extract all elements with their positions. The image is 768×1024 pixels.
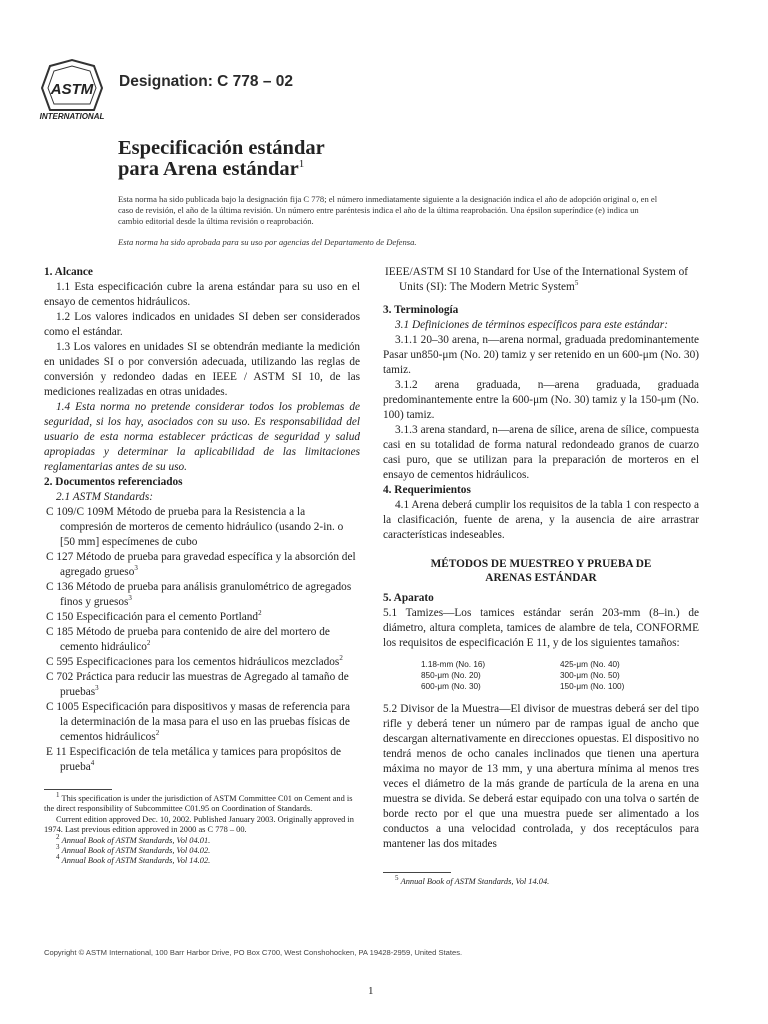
section-2-heading: 2. Documentos referenciados (44, 476, 183, 488)
reference-list (44, 505, 360, 775)
section-5-heading: 5. Aparato (383, 592, 434, 604)
footnote-rule-right (383, 872, 451, 873)
logo-text-bottom: INTERNATIONAL (39, 112, 105, 121)
para-4-1: 4.1 Arena deberá cumplir los requisitos de la tabla 1 con respecto a la clasificación, fuente de arena, y la ausencia de aire arrastrar características indeseables. (383, 499, 699, 541)
ieee-footnote-mark: 5 (574, 279, 579, 288)
title-footnote-mark: 1 (298, 158, 305, 171)
page-number: 1 (368, 985, 374, 997)
section-1-heading: 1. Alcance (44, 266, 93, 278)
para-5-2: 5.2 Divisor de la Muestra—El divisor de muestras deberá ser del tipo rifle y deberá tener un número par de rampas igual de ancho que descargan alternativamente en direcciones opuestas. El dispositivo no tendrá menos de ocho canales inclinados que tienen una apertura máxima no mayor de 13 mm, y una abertura mínima al menos tres veces el diámetro de la más grande de partícula de la arena en una muestra se divida. Se deberá estar equipado con una tolva o sartén de borde recto por el que una muestra puede ser alimentado a los conductos a una velocidad controlada, y dos receptáculos para mantener las dos mitades (383, 703, 699, 850)
footnote-item: Current edition approved Dec. 10, 2002. Published January 2003. Originally approved in 1974. Last previous edition approved in 2000 as C 778 – 00. (44, 814, 354, 835)
footnote-item: $^2$ Annual Book of ASTM Standards, Vol 04.01. (56, 832, 211, 845)
intro-note: Esta norma ha sido aprobada para su uso por agencias del Departamento de Defensa. (118, 237, 417, 247)
methods-heading-line-2: ARENAS ESTÁNDAR (485, 572, 597, 584)
logo-text-top: ASTM (50, 81, 94, 98)
para-1-2: 1.2 Los valores indicados en unidades SI deben ser considerados como el estándar. (44, 311, 360, 338)
reference-item: C 136 Método de prueba para análisis granulométrico de agregados finos y gruesos$^3$ (46, 581, 352, 608)
intro-paragraph: Esta norma ha sido publicada bajo la designación fija C 778; el número inmediatamente siguiente a la designación indica el año de adopción original o, en el caso de revisión, el año de la última revisión. Un número entre paréntesis indica el año de la última reaprobación. Una épsilon superíndice (e) indica un cambio editorial desde la última revisión o reaprobación. (118, 194, 658, 226)
sieve-size-table (383, 659, 699, 692)
left-column (44, 265, 360, 867)
astm-logo (36, 58, 108, 122)
methods-heading (383, 557, 699, 585)
footnote-item: $^4$ Annual Book of ASTM Standards, Vol 14.02. (56, 853, 211, 866)
footnote-rule (44, 789, 112, 790)
para-5-1: 5.1 Tamizes—Los tamices estándar serán 203-mm (8–in.) de diámetro, altura completa, tamices de alambre de tela, CONFORME los requisitos de especificación E 11, y de los siguientes tamaños: (383, 607, 699, 649)
section-3-heading: 3. Terminología (383, 304, 459, 316)
right-column (383, 265, 699, 887)
para-1-1: 1.1 Esta especificación cubre la arena estándar para su uso en el ensayo de cementos hidráulicos. (44, 281, 360, 308)
para-1-4: 1.4 Esta norma no pretende considerar todos los problemas de seguridad, si los hay, asociados con su uso. Es responsabilidad del usuario de esta norma establecer prácticas de seguridad y salud apropiadas y determinar la aplicabilidad de las limitaciones reglamentarias antes de su uso. (44, 401, 360, 473)
sieve-size: 1.18-mm (No. 16) (421, 660, 486, 669)
sieve-size: 425-μm (No. 40) (560, 660, 620, 669)
para-2-1: 2.1 ASTM Standards: (56, 491, 153, 503)
ieee-reference: IEEE/ASTM SI 10 Standard for Use of the International System of Units (SI): The Modern Metric System$^5$ (385, 266, 689, 293)
section-4-heading: 4. Requerimientos (383, 484, 471, 496)
para-3-1-1: 3.1.1 20–30 arena, n—arena normal, graduada predominantemente Pasar un850-μm (No. 20) tamiz y ser retenido en un 600-μm (No. 30) tamiz. (383, 334, 699, 376)
para-3-1: 3.1 Definiciones de términos específicos para este estándar: (395, 319, 668, 331)
footnote-item: $^3$ Annual Book of ASTM Standards, Vol 04.02. (56, 843, 211, 856)
para-3-1-2: 3.1.2 arena graduada, n—arena graduada, graduada predominantemente entre la 600-μm (No. 30) tamiz y la 150-μm (No. 100) tamiz. (383, 379, 699, 421)
designation: Designation: C 778 – 02 (119, 73, 294, 90)
para-1-3: 1.3 Los valores en unidades SI se obtendrán mediante la medición en unidades SI o por conversión adecuada, utilizando las reglas de conversión y redondeo dadas en IEEE / ASTM SI 10, de las mediciones realizadas en otras unidades. (44, 341, 360, 398)
title-line-2: para Arena estándar$^1$ (118, 158, 305, 180)
reference-item: C 702 Práctica para reducir las muestras de Agregado al tamaño de pruebas$^3$ (46, 671, 349, 698)
footnote-item: $^1$ This specification is under the jurisdiction of ASTM Committee C01 on Cement and is the direct responsibility of Subcommittee C01.95 on Coordination of Standards. (44, 791, 353, 814)
reference-item: C 1005 Especificación para dispositivos y masas de referencia para la determinación de la masa para el uso en las pruebas físicas de cementos hidráulicos$^2$ (46, 701, 350, 743)
intro (118, 194, 658, 248)
methods-heading-line-1: MÉTODOS DE MUESTREO Y PRUEBA DE (430, 558, 652, 570)
sieve-size: 300-μm (No. 50) (560, 671, 620, 680)
reference-item: C 185 Método de prueba para contenido de aire del mortero de cemento hidráulico$^2$ (46, 626, 330, 653)
footnotes-left (44, 791, 360, 867)
footnote-right: $^5$ Annual Book of ASTM Standards, Vol 14.04. (395, 874, 550, 886)
reference-item: C 109/C 109M Método de prueba para la Resistencia a la compresión de morteros de cemento hidráulico (usando 2-in. o [50 mm] especímenes de cubo (46, 506, 344, 548)
reference-item: C 127 Método de prueba para gravedad específica y la absorción del agregado grueso$^3$ (46, 551, 356, 578)
reference-item: E 11 Especificación de tela metálica y tamices para propósitos de prueba$^4$ (46, 746, 342, 773)
reference-item: C 595 Especificaciones para los cementos hidráulicos mezclados$^2$ (46, 654, 343, 668)
reference-item: C 150 Especificación para el cemento Portland$^2$ (46, 609, 262, 623)
page-title (118, 138, 325, 180)
title-line-1: Especificación estándar (118, 137, 325, 159)
sieve-size: 150-μm (No. 100) (560, 682, 625, 691)
sieve-size: 850-μm (No. 20) (421, 671, 481, 680)
copyright: Copyright © ASTM International, 100 Barr Harbor Drive, PO Box C700, West Conshohocken, PA 19428-2959, United States. (44, 948, 463, 957)
sieve-size: 600-μm (No. 30) (421, 682, 481, 691)
para-3-1-3: 3.1.3 arena standard, n—arena de sílice, arena de sílice, compuesta casi en su totalidad de forma natural redondeado granos de cuarzo casi puro, que se utilizan para la preparación de morteros en el ensayo de cementos hidráulicos. (383, 424, 699, 481)
